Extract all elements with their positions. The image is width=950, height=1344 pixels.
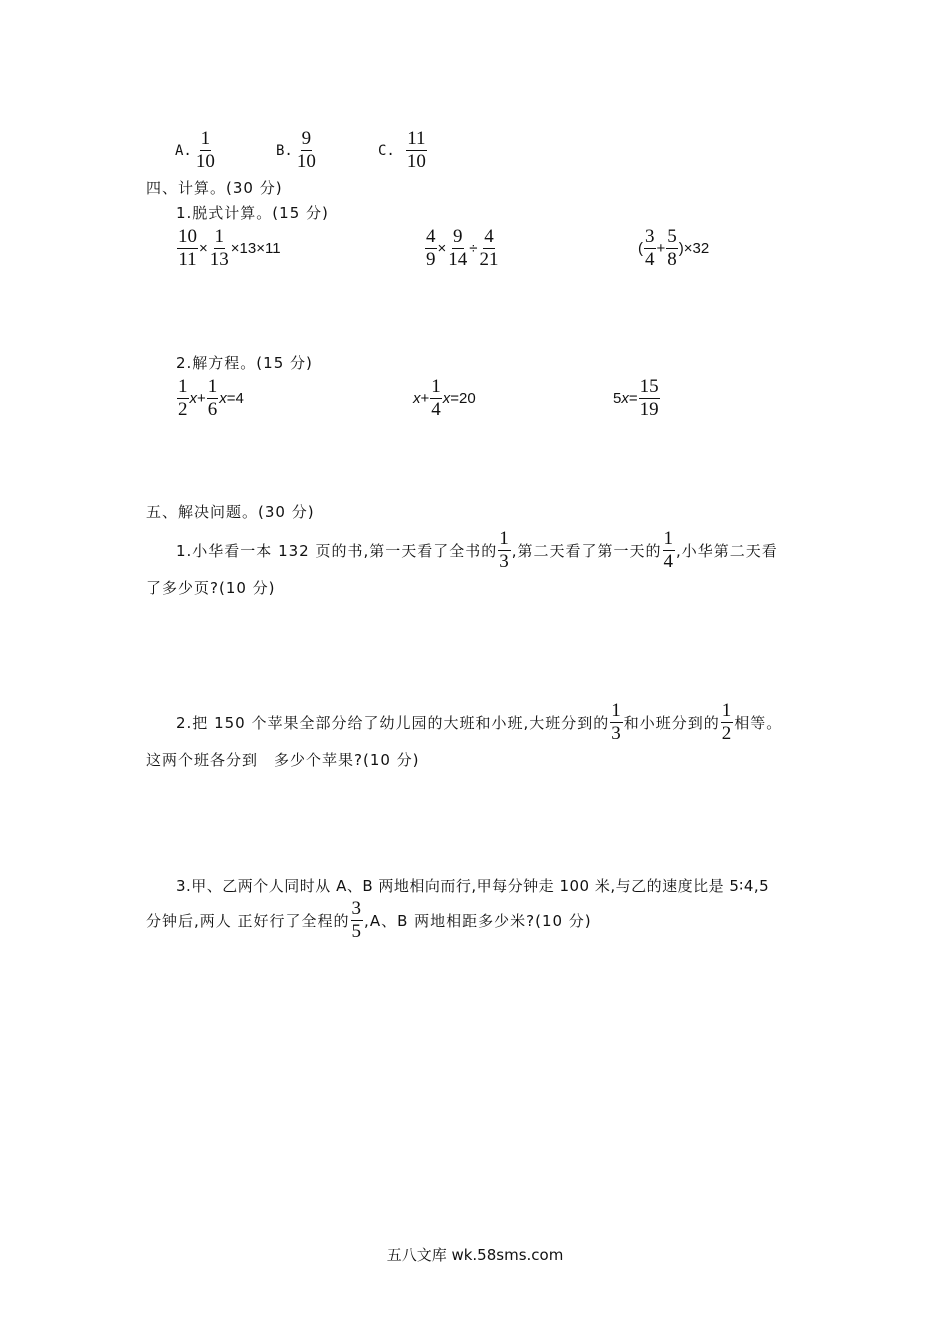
choice-c — [378, 128, 428, 173]
section4-sub2: 2.解方程。(15 分) — [176, 354, 313, 372]
calc-expr-3: ( $\frac{3}{4}$ + $\frac{5}{8}$ )×32 — [638, 226, 710, 270]
choice-a — [175, 128, 217, 173]
section5-heading: 五、解决问题。(30 分) — [146, 503, 315, 521]
section4-sub1: 1.脱式计算。(15 分) — [176, 204, 329, 222]
choice-c-fraction: $\frac{11}{10}$ — [406, 128, 426, 172]
problem-3-line-2: 分钟后,两人 正好行了全程的 $\frac{3}{5}$ ,A、B 两地相距多少米?(10 分) — [146, 898, 592, 942]
choice-b-label: B. — [276, 142, 293, 159]
calc-expr-2: $\frac{4}{9}$ × $\frac{9}{14}$ ÷ $\frac{4}{21}$ — [426, 226, 499, 270]
equation-2: x + $\frac{1}{4}$ x =20 — [413, 376, 476, 420]
equation-3: 5 x = $\frac{15}{19}$ — [613, 376, 659, 420]
section4-heading: 四、计算。(30 分) — [146, 179, 283, 197]
problem-1-line-1: 1.小华看一本 132 页的书,第一天看了全书的 $\frac{1}{3}$ ,第二天看了第一天的 $\frac{1}{4}$ ,小华第二天看 — [176, 528, 778, 572]
footer-watermark: 五八文库 wk.58sms.com — [386, 1246, 564, 1264]
choice-b — [276, 128, 318, 173]
problem-2-line-1: 2.把 150 个苹果全部分给了幼儿园的大班和小班,大班分到的 $\frac{1}{3}$ 和小班分到的 $\frac{1}{2}$ 相等。 — [176, 700, 783, 744]
choice-c-label: C. — [378, 142, 395, 159]
equation-1: $\frac{1}{2}$ x + $\frac{1}{6}$ x =4 — [178, 376, 244, 420]
choice-a-label: A. — [175, 142, 192, 159]
problem-2-line-2: 这两个班各分到 多少个苹果?(10 分) — [146, 751, 420, 769]
choice-b-fraction: $\frac{9}{10}$ — [296, 128, 316, 172]
problem-3-line-1: 3.甲、乙两个人同时从 A、B 两地相向而行,甲每分钟走 100 米,与乙的速度比是 5∶4,5 — [176, 877, 770, 895]
problem-1-line-2: 了多少页?(10 分) — [146, 579, 276, 597]
choice-a-fraction: $\frac{1}{10}$ — [195, 128, 215, 172]
calc-expr-1: $\frac{10}{11}$ × $\frac{1}{13}$ ×13×11 — [178, 226, 281, 270]
